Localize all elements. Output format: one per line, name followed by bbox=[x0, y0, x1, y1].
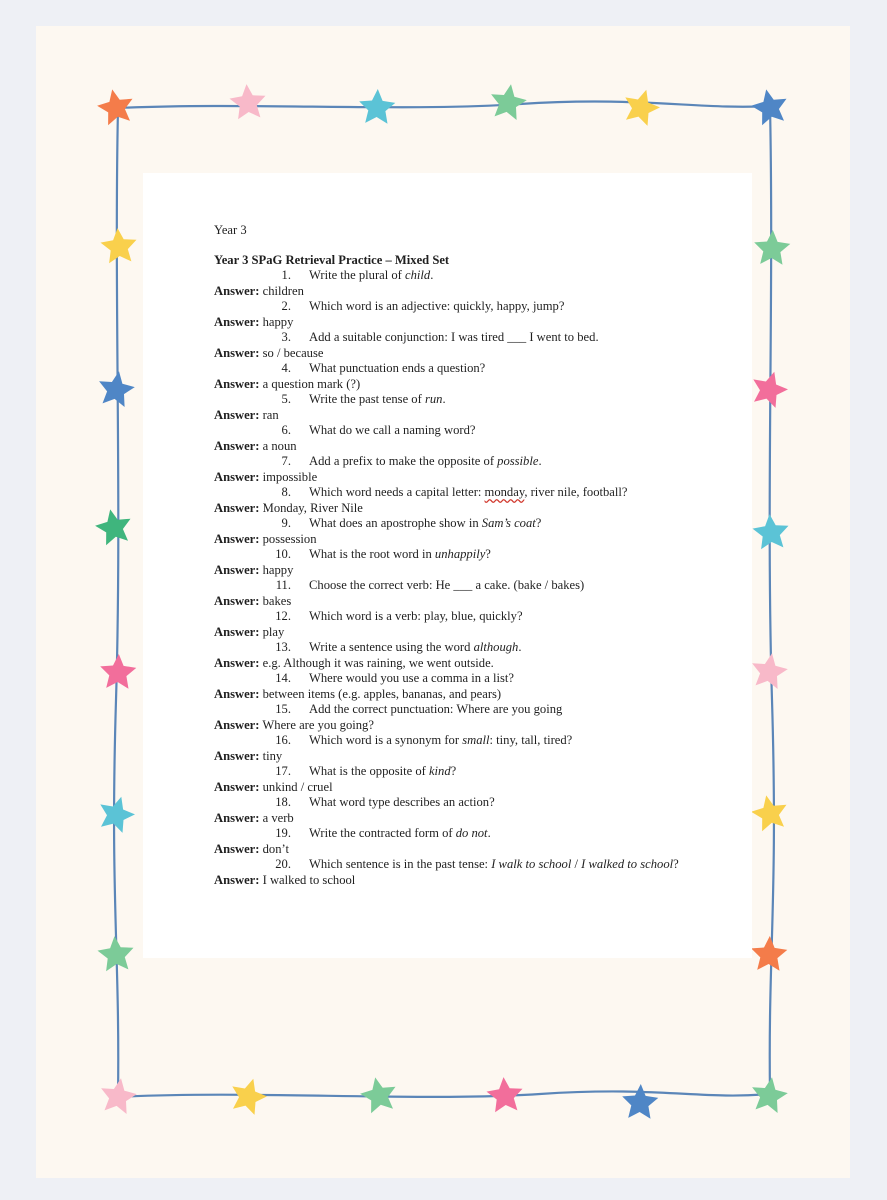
question-number: 9. bbox=[281, 516, 291, 530]
answer-label: Answer: bbox=[214, 407, 260, 422]
question-text-part: ? bbox=[673, 857, 679, 871]
answer-line bbox=[214, 532, 684, 548]
answer-text: e.g. Although it was raining, we went outside. bbox=[259, 655, 494, 670]
answer-text: a verb bbox=[259, 810, 294, 825]
question-number: 4. bbox=[281, 361, 291, 375]
question-text-part: What does an apostrophe show in bbox=[309, 516, 482, 530]
question-text-part: What word type describes an action? bbox=[309, 795, 495, 809]
question-text bbox=[309, 516, 684, 532]
question-text-part: Write the past tense of bbox=[309, 392, 425, 406]
question-text bbox=[309, 795, 684, 811]
question-number: 5. bbox=[281, 392, 291, 406]
answer-text: impossible bbox=[259, 469, 318, 484]
question-number: 11. bbox=[275, 578, 291, 592]
answer-text: play bbox=[259, 624, 285, 639]
answer-label: Answer: bbox=[214, 686, 260, 701]
answer-label: Answer: bbox=[214, 872, 260, 887]
question-item bbox=[214, 330, 684, 346]
question-text bbox=[309, 764, 684, 780]
question-number: 15. bbox=[275, 702, 291, 716]
answer-line bbox=[214, 842, 684, 858]
question-text-part: Write the contracted form of bbox=[309, 826, 456, 840]
answer-label: Answer: bbox=[214, 469, 260, 484]
answer-line bbox=[214, 408, 684, 424]
question-text-part: . bbox=[538, 454, 542, 468]
question-emphasis: I walked to school bbox=[581, 857, 674, 871]
question-emphasis: child bbox=[405, 268, 431, 282]
question-emphasis: do not bbox=[455, 826, 488, 840]
answer-label: Answer: bbox=[214, 376, 260, 391]
question-text-part: ? bbox=[450, 764, 457, 778]
question-emphasis: unhappily bbox=[434, 547, 486, 561]
answer-line bbox=[214, 625, 684, 641]
star-icon bbox=[100, 654, 136, 689]
answer-text: bakes bbox=[259, 593, 292, 608]
star-icon bbox=[359, 89, 395, 124]
star-icon bbox=[754, 230, 790, 265]
answer-text: children bbox=[259, 283, 304, 298]
question-number: 18. bbox=[275, 795, 291, 809]
answer-text: ran bbox=[259, 407, 279, 422]
question-text bbox=[309, 671, 684, 687]
star-icon bbox=[232, 1079, 267, 1115]
answer-label: Answer: bbox=[214, 438, 260, 453]
question-text bbox=[309, 609, 684, 625]
answer-label: Answer: bbox=[214, 314, 260, 329]
document-title: Year 3 SPaG Retrieval Practice – Mixed Set bbox=[214, 252, 450, 267]
question-text-part: What is the opposite of bbox=[309, 764, 429, 778]
question-number: 17. bbox=[275, 764, 291, 778]
question-text-part: : tiny, tall, tired? bbox=[489, 733, 573, 747]
question-number: 7. bbox=[281, 454, 291, 468]
star-icon bbox=[753, 372, 788, 408]
question-text bbox=[309, 268, 684, 284]
question-item bbox=[214, 454, 684, 470]
question-item bbox=[214, 485, 684, 501]
question-item bbox=[214, 609, 684, 625]
document-page bbox=[143, 173, 752, 958]
question-number: 12. bbox=[275, 609, 291, 623]
question-emphasis: possible bbox=[497, 454, 539, 468]
question-number: 3. bbox=[281, 330, 291, 344]
answer-label: Answer: bbox=[214, 593, 260, 608]
question-item bbox=[214, 857, 684, 873]
star-icon bbox=[95, 509, 130, 545]
star-icon bbox=[230, 84, 266, 119]
question-emphasis: kind bbox=[428, 764, 451, 778]
answer-line bbox=[214, 501, 684, 517]
answer-line bbox=[214, 656, 684, 672]
question-number: 10. bbox=[275, 547, 291, 561]
question-item bbox=[214, 826, 684, 842]
answer-line bbox=[214, 749, 684, 765]
question-item bbox=[214, 423, 684, 439]
answer-text: a noun bbox=[259, 438, 297, 453]
answer-text: Monday, River Nile bbox=[259, 500, 363, 515]
answer-line bbox=[214, 315, 684, 331]
question-text-part: Add the correct punctuation: Where are you going bbox=[309, 702, 563, 716]
answer-line bbox=[214, 780, 684, 796]
question-emphasis: although bbox=[473, 640, 519, 654]
question-list bbox=[214, 268, 684, 888]
border-line-bottom bbox=[118, 1091, 770, 1097]
star-icon bbox=[751, 795, 786, 831]
question-item bbox=[214, 547, 684, 563]
question-number: 1. bbox=[281, 268, 291, 282]
answer-label: Answer: bbox=[214, 531, 260, 546]
answer-label: Answer: bbox=[214, 655, 260, 670]
question-emphasis: I walk to school bbox=[491, 857, 572, 871]
question-text bbox=[309, 826, 684, 842]
question-text bbox=[309, 547, 684, 563]
question-item bbox=[214, 640, 684, 656]
answer-text: a question mark (?) bbox=[259, 376, 361, 391]
answer-line bbox=[214, 470, 684, 486]
star-icon bbox=[751, 936, 787, 971]
question-item bbox=[214, 733, 684, 749]
star-icon bbox=[625, 90, 660, 126]
question-text bbox=[309, 423, 684, 439]
question-item bbox=[214, 361, 684, 377]
question-item bbox=[214, 299, 684, 315]
answer-line bbox=[214, 873, 684, 889]
answer-label: Answer: bbox=[214, 810, 260, 825]
star-icon bbox=[751, 89, 786, 125]
question-text bbox=[309, 857, 684, 873]
question-text-part: ? bbox=[535, 516, 542, 530]
question-number: 14. bbox=[275, 671, 291, 685]
question-item bbox=[214, 578, 684, 594]
star-icon bbox=[360, 1077, 395, 1113]
question-item bbox=[214, 795, 684, 811]
question-text bbox=[309, 733, 684, 749]
answer-line bbox=[214, 718, 684, 734]
answer-label: Answer: bbox=[214, 500, 260, 515]
star-icon bbox=[491, 84, 527, 120]
answer-line bbox=[214, 594, 684, 610]
question-item bbox=[214, 268, 684, 284]
question-text-part: What do we call a naming word? bbox=[309, 423, 476, 437]
answer-text: unkind / cruel bbox=[259, 779, 333, 794]
star-icon bbox=[101, 228, 137, 263]
star-icon bbox=[101, 1078, 137, 1114]
question-text-part: Write a sentence using the word bbox=[309, 640, 474, 654]
question-number: 6. bbox=[281, 423, 291, 437]
answer-label: Answer: bbox=[214, 562, 260, 577]
answer-line bbox=[214, 377, 684, 393]
question-text bbox=[309, 299, 684, 315]
question-text-part: . bbox=[487, 826, 491, 840]
question-emphasis: run bbox=[424, 392, 443, 406]
question-text-part: Where would you use a comma in a list? bbox=[309, 671, 514, 685]
answer-line bbox=[214, 284, 684, 300]
question-number: 19. bbox=[275, 826, 291, 840]
answer-line bbox=[214, 439, 684, 455]
question-text-part: What punctuation ends a question? bbox=[309, 361, 486, 375]
question-item bbox=[214, 516, 684, 532]
star-icon bbox=[752, 653, 788, 689]
answer-label: Answer: bbox=[214, 779, 260, 794]
question-text-part: Which word is an adjective: quickly, happy, jump? bbox=[309, 299, 565, 313]
question-text-part: . bbox=[442, 392, 446, 406]
star-icon bbox=[100, 797, 135, 833]
answer-text: between items (e.g. apples, bananas, and pears) bbox=[259, 686, 502, 701]
question-item bbox=[214, 764, 684, 780]
question-text-part: Add a suitable conjunction: I was tired ___ I went to bed. bbox=[309, 330, 599, 344]
question-number: 13. bbox=[275, 640, 291, 654]
question-text bbox=[309, 640, 684, 656]
answer-text: possession bbox=[259, 531, 317, 546]
answer-label: Answer: bbox=[214, 283, 260, 298]
border-line-top bbox=[118, 101, 770, 108]
question-text-part: Which word is a verb: play, blue, quickly? bbox=[309, 609, 523, 623]
answer-text: don’t bbox=[259, 841, 289, 856]
question-number: 8. bbox=[281, 485, 291, 499]
answer-text: I walked to school bbox=[259, 872, 356, 887]
answer-label: Answer: bbox=[214, 345, 260, 360]
answer-text: happy bbox=[259, 562, 294, 577]
question-emphasis: small bbox=[462, 733, 490, 747]
answer-line bbox=[214, 563, 684, 579]
answer-label: Answer: bbox=[214, 624, 260, 639]
answer-text: Where are you going? bbox=[259, 717, 374, 732]
answer-line bbox=[214, 811, 684, 827]
question-text-part: Add a prefix to make the opposite of bbox=[309, 454, 498, 468]
question-number: 16. bbox=[275, 733, 291, 747]
question-text-part: Which sentence is in the past tense: bbox=[309, 857, 492, 871]
question-text-part: ? bbox=[485, 547, 491, 561]
question-item bbox=[214, 392, 684, 408]
spellcheck-word: monday bbox=[484, 485, 525, 499]
star-icon bbox=[622, 1084, 658, 1119]
star-icon bbox=[98, 936, 134, 971]
question-text-part: / bbox=[571, 857, 582, 871]
question-text bbox=[309, 361, 684, 377]
question-text-part: Which word is a synonym for bbox=[309, 733, 463, 747]
question-text bbox=[309, 702, 684, 718]
answer-text: happy bbox=[259, 314, 294, 329]
question-number: 20. bbox=[275, 857, 291, 871]
question-item bbox=[214, 702, 684, 718]
answer-text: tiny bbox=[259, 748, 283, 763]
question-text-part: . bbox=[430, 268, 434, 282]
answer-line bbox=[214, 687, 684, 703]
question-text bbox=[309, 330, 684, 346]
question-text bbox=[309, 578, 684, 594]
answer-label: Answer: bbox=[214, 717, 260, 732]
question-text-part: Which word needs a capital letter: bbox=[309, 485, 485, 499]
answer-line bbox=[214, 346, 684, 362]
question-text-part: , river nile, football? bbox=[524, 485, 628, 499]
answer-text: so / because bbox=[259, 345, 324, 360]
question-text bbox=[309, 485, 684, 501]
question-text bbox=[309, 392, 684, 408]
question-item bbox=[214, 671, 684, 687]
question-text-part: Write the plural of bbox=[309, 268, 406, 282]
question-emphasis: Sam’s coat bbox=[481, 516, 536, 530]
question-text-part: Choose the correct verb: He ___ a cake. (bake / bakes) bbox=[309, 578, 585, 592]
answer-label: Answer: bbox=[214, 841, 260, 856]
question-number: 2. bbox=[281, 299, 291, 313]
answer-label: Answer: bbox=[214, 748, 260, 763]
question-text-part: . bbox=[518, 640, 522, 654]
question-text bbox=[309, 454, 684, 470]
question-text-part: What is the root word in bbox=[309, 547, 435, 561]
document-header: Year 3 bbox=[214, 223, 247, 237]
